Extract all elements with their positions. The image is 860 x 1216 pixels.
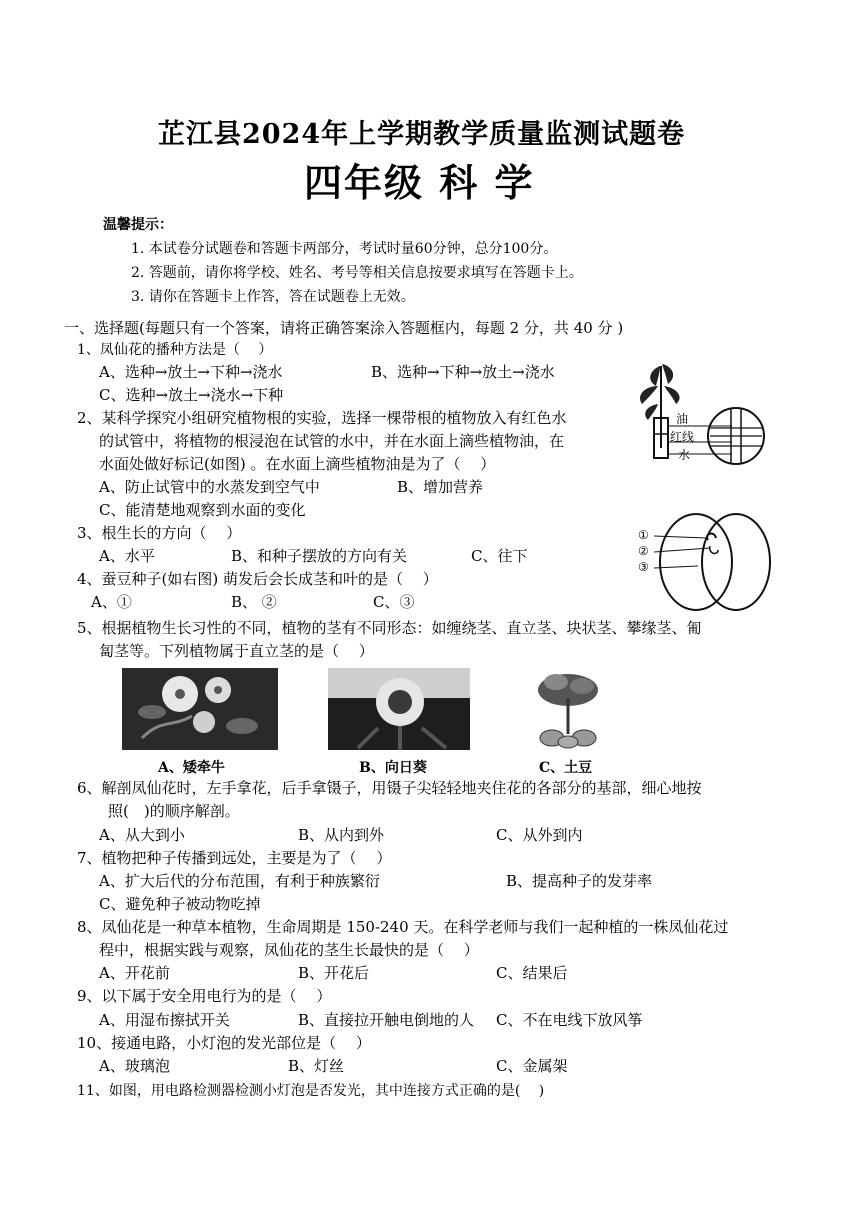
q5-caption-a: A、矮牵牛: [158, 760, 225, 776]
note-item-1: 1. 本试卷分试题卷和答题卡两部分，考试时量60分钟，总分100分。: [131, 241, 558, 257]
q1-option-a: A、选种→放土→下种→浇水: [99, 363, 283, 381]
q2-label-redline: 红线: [670, 430, 695, 444]
q4-stem: 4、蚕豆种子(如右图) 萌发后会长成茎和叶的是（ ）: [77, 570, 438, 588]
q5-potato-image: [526, 668, 610, 750]
q4-label-1: ①: [638, 528, 649, 542]
q5-caption-b: B、向日葵: [359, 760, 427, 776]
q10-option-a: A、玻璃泡: [99, 1057, 170, 1075]
q6-option-c: C、从外到内: [496, 826, 583, 844]
q4-option-a: A、①: [91, 593, 132, 611]
q3-option-a: A、水平: [99, 547, 155, 565]
q9-option-a: A、用湿布擦拭开关: [99, 1011, 230, 1029]
q2-line-1: 2、某科学探究小组研究植物根的实验，选择一棵带根的植物放入有红色水: [77, 409, 567, 427]
q7-option-a: A、扩大后代的分布范围，有利于种族繁衍: [99, 872, 380, 890]
q4-bean-seed-figure: [634, 510, 774, 614]
q2-option-c: C、能清楚地观察到水面的变化: [99, 501, 306, 519]
q10-option-c: C、金属架: [496, 1057, 568, 1075]
q4-option-b: B、 ②: [231, 593, 277, 611]
q5-line-2: 匐茎等。下列植物属于直立茎的是（ ）: [99, 642, 374, 660]
q2-line-3: 水面处做好标记(如图) 。在水面上滴些植物油是为了（ ）: [99, 455, 496, 473]
q1-stem: 1、凤仙花的播种方法是（ ）: [77, 342, 273, 358]
note-item-2: 2. 答题前，请你将学校、姓名、考号等相关信息按要求填写在答题卡上。: [131, 265, 583, 281]
q11-stem: 11、如图，用电路检测器检测小灯泡是否发光，其中连接方式正确的是( ): [77, 1083, 545, 1099]
q7-option-b: B、提高种子的发芽率: [506, 872, 653, 890]
q2-test-tube-figure: [628, 356, 778, 466]
note-item-3: 3. 请你在答题卡上作答，答在试题卷上无效。: [131, 289, 415, 305]
q6-option-a: A、从大到小: [99, 826, 185, 844]
q2-label-oil: 油: [676, 412, 689, 426]
q7-stem: 7、植物把种子传播到远处，主要是为了（ ）: [77, 849, 392, 867]
q6-option-b: B、从内到外: [298, 826, 385, 844]
section-heading: 一、选择题(每题只有一个答案，请将正确答案涂入答题框内，每题 2 分，共 40 分 ): [64, 319, 624, 337]
q1-option-c: C、选种→放土→浇水→下种: [99, 386, 284, 404]
notes-heading: 温馨提示：: [103, 217, 173, 233]
q8-option-a: A、开花前: [99, 964, 170, 982]
q5-petunia-image: [122, 668, 278, 750]
q8-option-c: C、结果后: [496, 964, 568, 982]
q4-label-3: ③: [638, 560, 649, 574]
q2-option-a: A、防止试管中的水蒸发到空气中: [99, 478, 320, 496]
q10-stem: 10、接通电路，小灯泡的发光部位是（ ）: [77, 1034, 371, 1052]
q9-option-c: C、不在电线下放风筝: [496, 1011, 643, 1029]
q2-option-b: B、增加营养: [397, 478, 484, 496]
q9-stem: 9、以下属于安全用电行为的是（ ）: [77, 987, 332, 1005]
exam-title: 芷江县2024年上学期教学质量监测试题卷: [158, 119, 686, 150]
q4-option-c: C、③: [373, 593, 415, 611]
q10-option-b: B、灯丝: [288, 1057, 345, 1075]
q8-line-1: 8、凤仙花是一种草本植物，生命周期是 150-240 天。在科学老师与我们一起种植的一株凤仙花过: [77, 918, 729, 936]
q4-label-2: ②: [638, 544, 649, 558]
q6-line-1: 6、解剖凤仙花时，左手拿花，后手拿镊子，用镊子尖轻轻地夹住花的各部分的基部，细心地按: [77, 779, 702, 797]
q8-line-2: 程中，根据实践与观察，凤仙花的茎生长最快的是（ ）: [99, 941, 479, 959]
q1-option-b: B、选种→下种→放土→浇水: [371, 363, 555, 381]
q5-line-1: 5、根据植物生长习性的不同，植物的茎有不同形态：如缠绕茎、直立茎、块状茎、攀缘茎、匍: [77, 619, 702, 637]
q3-option-b: B、和种子摆放的方向有关: [231, 547, 408, 565]
q3-option-c: C、往下: [471, 547, 528, 565]
q5-caption-c: C、土豆: [539, 760, 593, 776]
q2-line-2: 的试管中，将植物的根浸泡在试管的水中，并在水面上滴些植物油，在: [99, 432, 565, 450]
q5-sunflower-image: [328, 668, 470, 750]
q3-stem: 3、根生长的方向（ ）: [77, 524, 242, 542]
q8-option-b: B、开花后: [298, 964, 370, 982]
q7-option-c: C、避免种子被动物吃掉: [99, 895, 261, 913]
q2-label-water: 水: [678, 448, 691, 462]
q6-line-2: 照( )的顺序解剖。: [108, 802, 240, 820]
q9-option-b: B、直接拉开触电倒地的人: [298, 1011, 475, 1029]
exam-subtitle: 四年级 科 学: [304, 160, 535, 205]
